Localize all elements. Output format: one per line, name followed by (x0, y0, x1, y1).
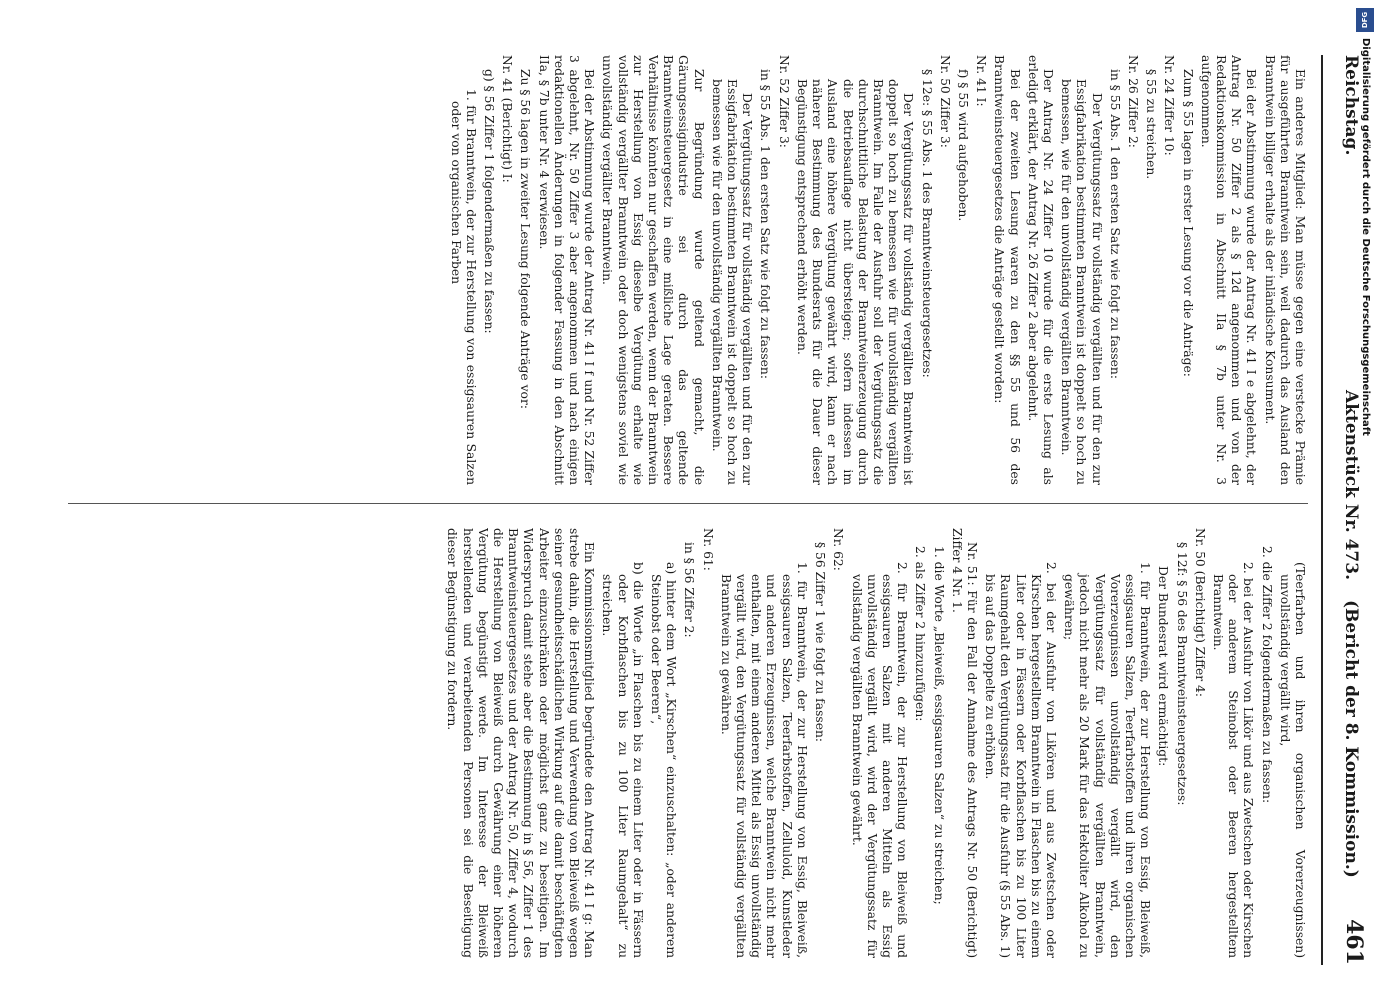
left-column-paragraph: in § 55 Abs. 1 den ersten Satz wie folgt zu fassen: (758, 69, 773, 379)
left-column-paragraph: Ein anderes Mitglied: Man müsse gegen eine verstecke Prämie für ausgeführten Branntwein sein, weil dadurch das Ausland den Branntwein billiger erhalte als der inländische Konsument. (1262, 55, 1307, 485)
credit-text: Digitalisierung gefördert durch die Deutsche Forschungsgemeinschaft (1360, 38, 1371, 436)
left-column-paragraph: g) § 56 Ziffer 1 folgendermaßen zu fassen: (482, 69, 497, 334)
left-column-paragraph: Zu § 56 lagen in zweiter Lesung folgende Anträge vor: (518, 69, 533, 409)
right-column-paragraph: a) hinter dem Wort „Kirschen“ einzuschalten: „oder anderem Steinobst oder Beeren“, (649, 562, 679, 958)
left-column-paragraph: 1. für Branntwein, der zur Herstellung von essigsauren Salzen oder von organischen Farben (448, 89, 478, 485)
right-column-paragraph: Der Bundesrat wird ermächtigt: (1156, 566, 1171, 767)
left-column-paragraph: Nr. 26 Ziffer 2: (1125, 55, 1140, 148)
header-divider (1321, 55, 1323, 965)
right-column-paragraph: 1. die Worte „Bleiweiß, essigsauren Salzen“ zu streichen; (931, 546, 946, 905)
right-column-paragraph: Nr. 50 (Berichtigt) Ziffer 4: (1192, 528, 1207, 698)
right-column-paragraph: 2. die Ziffer 2 folgendermaßen zu fassen: (1259, 546, 1274, 804)
right-column-paragraph: 2. als Ziffer 2 hinzuzufügen: (913, 546, 928, 722)
right-column-paragraph: in § 56 Ziffer 2: (682, 542, 697, 638)
right-column-paragraph: Ein Kommissionsmitglied begründete den Antrag Nr. 41 I g: Man strebe dahin, die Herstellung und Verwendung von Bleiweiß wegen seiner gesundheitsschädlichen Wirkung auf die damit beschäftigten Arbeiter einzuschränken oder möglichst ganz zu beseitigen. Im Widerspruch damit stehe aber die Bestimmung in § 56, Ziffer 1 des Branntweinsteuergesetzes und der Antrag Nr. 50, Ziffer 4, wodurch die Herstellung von Bleiweiß durch Gewährung einer höheren Vergütung begünstigt werde. Im Interesse der Bleiweiß herstellenden und verarbeitenden Personen sei die Beseitigung dieser Begünstigung zu fordern. (445, 528, 597, 958)
right-text-column (67, 528, 1307, 958)
right-column-paragraph: § 12f: § 56 des Branntweinsteuergesetzes: (1174, 542, 1189, 806)
left-column-paragraph: Der Vergütungssatz für vollständig vergällten und für den zur Essigfabrikation bestimmten Branntwein ist doppelt so hoch zu bemessen, wie für den unvollständig vergällten Branntwein. (1059, 79, 1104, 485)
right-column-paragraph: 2. bei der Ausfuhr von Likören und aus Zwetschen oder Kirschen hergestelltem Branntwein in Flaschen bis zu einem Liter oder in Fässern oder Korbflaschen bis zu 100 Liter Raumgehalt den Vergütungssatz für die Ausfuhr (§ 55 Abs. 1) bis auf das Doppelte zu erhöhen. (983, 562, 1058, 958)
right-column-paragraph: 2. bei der Ausfuhr von Likör und aus Zwetschen oder Kirschen oder anderem Steinobst oder Beeren hergestelltem Branntwein. (1210, 562, 1256, 958)
left-column-paragraph: Nr. 52 Ziffer 3: (776, 55, 791, 148)
left-column-paragraph: Bei der Abstimmung wurde der Antrag Nr. 41 I f und Nr. 52 Ziffer 3 abgelehnt, Nr. 50 Ziffer 3 aber angenommen und nach einigen redaktionellen Änderungen in folgender Fassung in den Abschnitt IIa, § 7b unter Nr. 4 verwiesen. (536, 55, 597, 485)
credit-wrapper (1356, 38, 1374, 988)
left-column-paragraph: Bei der zweiten Lesung waren zu den §§ 55 und 56 des Branntweinsteuergesetzes die Anträge gestellt worden: (992, 55, 1022, 485)
dfg-logo-label: DFG (1361, 11, 1369, 29)
header-document-number: Aktenstück Nr. 473. (1341, 390, 1361, 581)
right-column-paragraph: 1. für Branntwein, der zur Herstellung von Essig, Bleiweiß, essigsauren Salzen, Teerfarbstoffen, Zelluloid, Kunstleder und anderen Erzeugnissen, welche Branntwein nicht mehr enthalten, mit einem anderen Mittel als Essig unvollständig vergällt wird, den Vergütungssatz für vollständig vergällten Branntwein zu gewähren. (718, 562, 809, 958)
left-column-paragraph: f) § 55 wird aufgehoben. (955, 69, 970, 222)
right-column-paragraph: 1. für Branntwein, der zur Herstellung von Essig, Bleiweiß, essigsauren Salzen, Teerfarbstoffen und ihren organischen Vorerzeugnissen unvollständig vergällt wird, den Vergütungssatz für vollständig vergällten Branntwein, jedoch nicht mehr als 20 Mark für das Hektoliter Alkohol zu gewähren; (1062, 562, 1153, 958)
column-divider (68, 503, 1308, 504)
right-column-paragraph: Nr. 61: (700, 528, 715, 571)
digitization-credit (1356, 8, 1374, 988)
left-column-paragraph: Nr. 50 Ziffer 3: (937, 55, 952, 148)
right-column-paragraph: b) die Worte „in Flaschen bis zu einem Liter oder in Fässern oder Korbflaschen bis zu 100 Liter Raumgehalt“ zu streichen. (600, 562, 645, 958)
page-number: 461 (1341, 919, 1367, 965)
left-column-paragraph: Zum § 55 lagen in erster Lesung vor die Anträge: (1180, 69, 1195, 377)
left-column-paragraph: in § 55 Abs. 1 den ersten Satz wie folgt zu fassen: (1107, 69, 1122, 379)
left-column-paragraph: Der Vergütungssatz für vollständig vergällten und für den zur Essigfabrikation bestimmten Branntwein ist doppelt so hoch zu bemessen wie für den unvollständig vergällten Branntwein. (709, 79, 755, 485)
dfg-logo (1356, 8, 1374, 32)
left-column-paragraph: Zur Begründung wurde geltend gemacht, die Gärungsessigindustrie sei durch das geltende Branntweinsteuergesetz in eine mißliche Lage geraten. Bessere Verhältnisse könnten nur geschaffen werden, wenn der Branntwein zur Herstellung von Essig dieselbe Vergütung erhalte wie vollständig vergällter Branntwein oder doch wenigstens soviel wie unvollständig vergällter Branntwein. (600, 55, 706, 485)
left-text-column (67, 55, 1307, 485)
left-column-paragraph: Nr. 24 Ziffer 10: (1162, 55, 1177, 156)
left-column-paragraph: Der Vergütungssatz für vollständig vergällten Branntwein ist doppelt so hoch zu bemessen wie für unvollständig vergällten Branntwein. Im Falle der Ausfuhr soll der Vergütungssatz die durchschnittliche Belastung der Branntweinerzeugung durch die Betriebsauflage nicht übersteigen; sofern indessen im Ausland eine höhere Vergütung gewährt wird, kann er nach näherer Bestimmung des Bundesrats für die Dauer dieser Begünstigung entsprechend erhöht werden. (794, 79, 916, 485)
header-report-title: (Bericht der 8. Kommission.) (1341, 600, 1361, 878)
left-column-paragraph: § 55 zu streichen. (1144, 69, 1159, 180)
right-column-paragraph: Nr. 62: (831, 528, 846, 571)
right-column-paragraph: 2. für Branntwein, der zur Herstellung von Bleiweiß und essigsauren Salzen mit anderen Mitteln als Essig unvollständig vergällt wird, wird der Vergütungssatz für vollständig vergällten Branntwein gewährt. (849, 562, 910, 958)
left-column-paragraph: Bei der Abstimmung wurde der Antrag Nr. 41 I e abgelehnt, der Antrag Nr. 50 Ziffer 2 als § 12d angenommen und von der Redaktionskommission in Abschnitt IIa § 7b unter Nr. 3 aufgenommen. (1198, 55, 1259, 485)
right-column-paragraph: (Teerfarben und ihren organischen Vorerzeugnissen) unvollständig vergällt wird, (1277, 562, 1307, 958)
left-column-paragraph: Nr. 41 I: (974, 55, 989, 107)
left-column-paragraph: Der Antrag Nr. 24 Ziffer 10 wurde für die erste Lesung als erledigt erklärt, der Antrag Nr. 26 Ziffer 2 aber abgelehnt. (1025, 55, 1055, 485)
left-column-paragraph: Nr. 41 (Berichtigt) I: (500, 55, 515, 183)
right-column-paragraph: Nr. 51: Für den Fall der Annahme des Antrags Nr. 50 (Berichtigt) Ziffer 4 Nr. 1. (949, 528, 979, 958)
left-column-paragraph: § 12e: § 55 Abs. 1 des Branntweinsteuergesetzes: (919, 69, 934, 378)
header-reichstag: Reichstag. (1341, 55, 1361, 156)
right-column-paragraph: § 56 Ziffer 1 wie folgt zu fassen: (813, 542, 828, 743)
